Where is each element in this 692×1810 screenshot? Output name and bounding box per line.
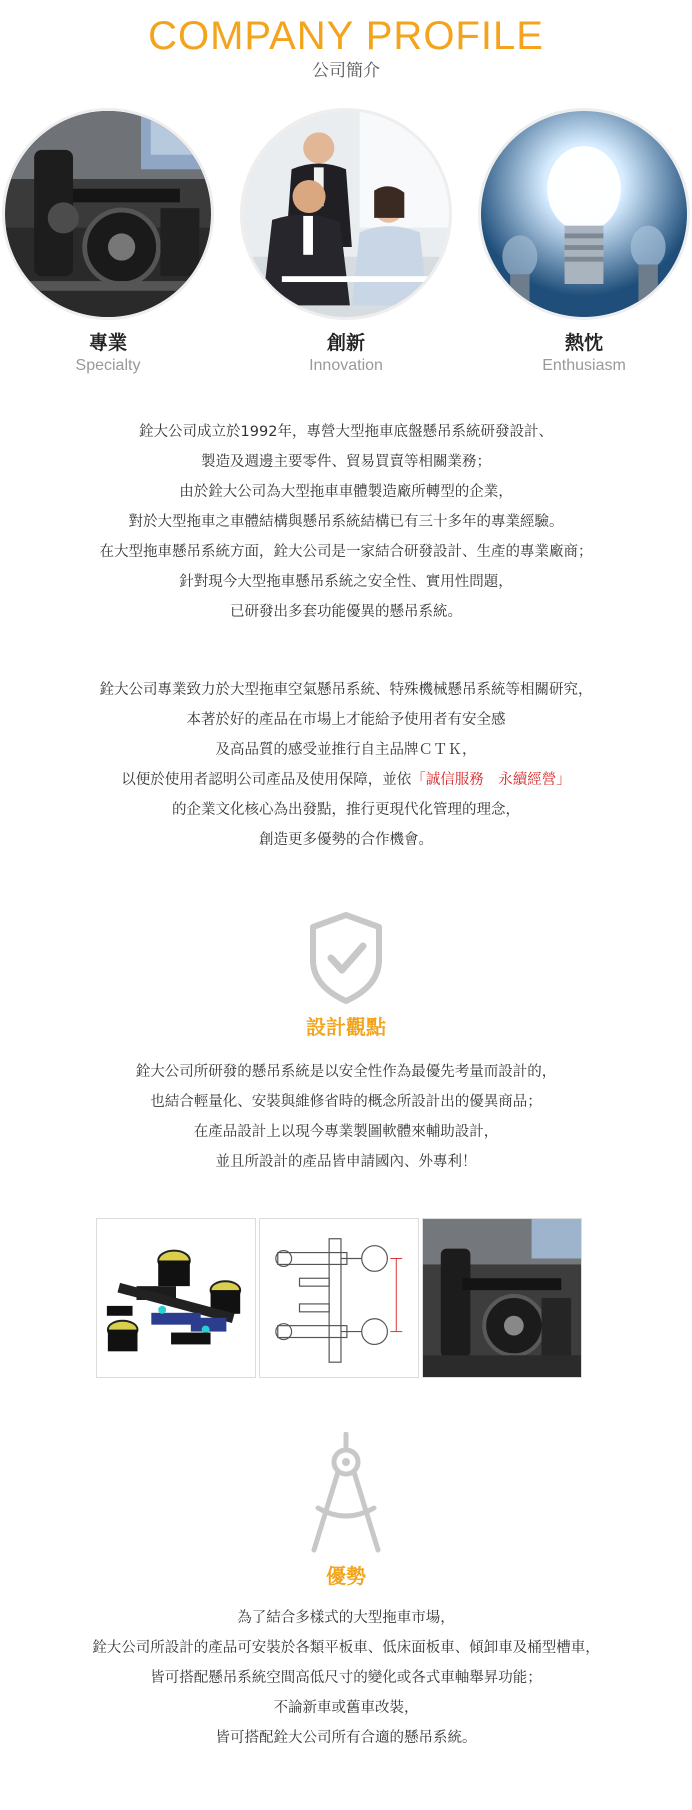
advantage-paragraph — [0, 1603, 692, 1753]
mission-line: 銓大公司專業致力於大型拖車空氣懸吊系統、特殊機械懸吊系統等相關研究， — [99, 682, 593, 698]
suspension-technical-drawing-image — [259, 1218, 419, 1378]
design-line: 也結合輕量化、安裝與維修省時的概念所設計出的優異商品； — [150, 1094, 542, 1110]
advantage-line: 不論新車或舊車改裝， — [273, 1700, 419, 1716]
mission-paragraph — [0, 675, 692, 855]
mission-line: 創造更多優勢的合作機會。 — [259, 832, 433, 848]
design-line: 銓大公司所研發的懸吊系統是以安全性作為最優先考量而設計的， — [135, 1064, 557, 1080]
mission-line: 及高品質的感受並推行自主品牌ＣＴＫ， — [215, 742, 477, 758]
design-title: 設計觀點 — [306, 1015, 386, 1039]
suspension-3d-render-image — [96, 1218, 256, 1378]
intro-line: 在大型拖車懸吊系統方面，銓大公司是一家結合研發設計、生產的專業廠商； — [99, 544, 593, 560]
mission-line: 本著於好的產品在市場上才能給予使用者有安全感 — [186, 712, 506, 728]
mission-line — [0, 765, 692, 795]
design-line: 在產品設計上以現今專業製圖軟體來輔助設計， — [193, 1124, 499, 1140]
intro-line: 對於大型拖車之車體結構與懸吊系統結構已有三十多年的專業經驗。 — [128, 514, 564, 530]
mission-motto: 「誠信服務 永續經營」 — [411, 772, 571, 788]
intro-line: 針對現今大型拖車懸吊系統之安全性、實用性問題， — [179, 574, 513, 590]
shield-check-icon — [296, 912, 396, 1008]
specialty-image — [2, 108, 214, 320]
page-title: COMPANY PROFILE — [148, 14, 544, 58]
intro-line: 由於銓大公司為大型拖車車體製造廠所轉型的企業， — [179, 484, 513, 500]
feature-innovation-title: 創新 — [326, 332, 365, 354]
feature-specialty-title: 專業 — [88, 332, 127, 354]
page-subtitle: 公司簡介 — [312, 61, 380, 81]
enthusiasm-image — [478, 108, 690, 320]
mission-line: 的企業文化核心為出發點，推行更現代化管理的理念， — [172, 802, 520, 818]
feature-innovation-subtitle: Innovation — [309, 357, 383, 374]
intro-line: 製造及週邊主要零件、貿易買賣等相關業務； — [201, 454, 491, 470]
feature-enthusiasm-subtitle: Enthusiasm — [542, 357, 626, 374]
innovation-image — [240, 108, 452, 320]
advantage-line: 皆可搭配銓大公司所有合適的懸吊系統。 — [215, 1730, 477, 1746]
mission-text: 以便於使用者認明公司產品及使用保障，並依 — [121, 772, 412, 788]
design-paragraph — [0, 1057, 692, 1177]
design-line: 並且所設計的產品皆申請國內、外專利！ — [215, 1154, 477, 1170]
intro-line: 已研發出多套功能優異的懸吊系統。 — [230, 604, 462, 620]
suspension-installed-photo-image — [422, 1218, 582, 1378]
advantage-line: 皆可搭配懸吊系統空間高低尺寸的變化或各式車軸舉昇功能； — [150, 1670, 542, 1686]
feature-enthusiasm-title: 熱忱 — [564, 332, 603, 354]
intro-paragraph — [0, 417, 692, 627]
feature-specialty-subtitle: Specialty — [75, 357, 141, 374]
advantage-title: 優勢 — [326, 1564, 366, 1588]
advantage-line: 銓大公司所設計的產品可安裝於各類平板車、低床面板車、傾卸車及桶型槽車， — [92, 1640, 600, 1656]
intro-line: 銓大公司成立於1992年，專營大型拖車底盤懸吊系統研發設計、 — [139, 424, 553, 440]
compass-icon — [296, 1432, 396, 1560]
advantage-line: 為了結合多樣式的大型拖車市場， — [237, 1610, 455, 1626]
